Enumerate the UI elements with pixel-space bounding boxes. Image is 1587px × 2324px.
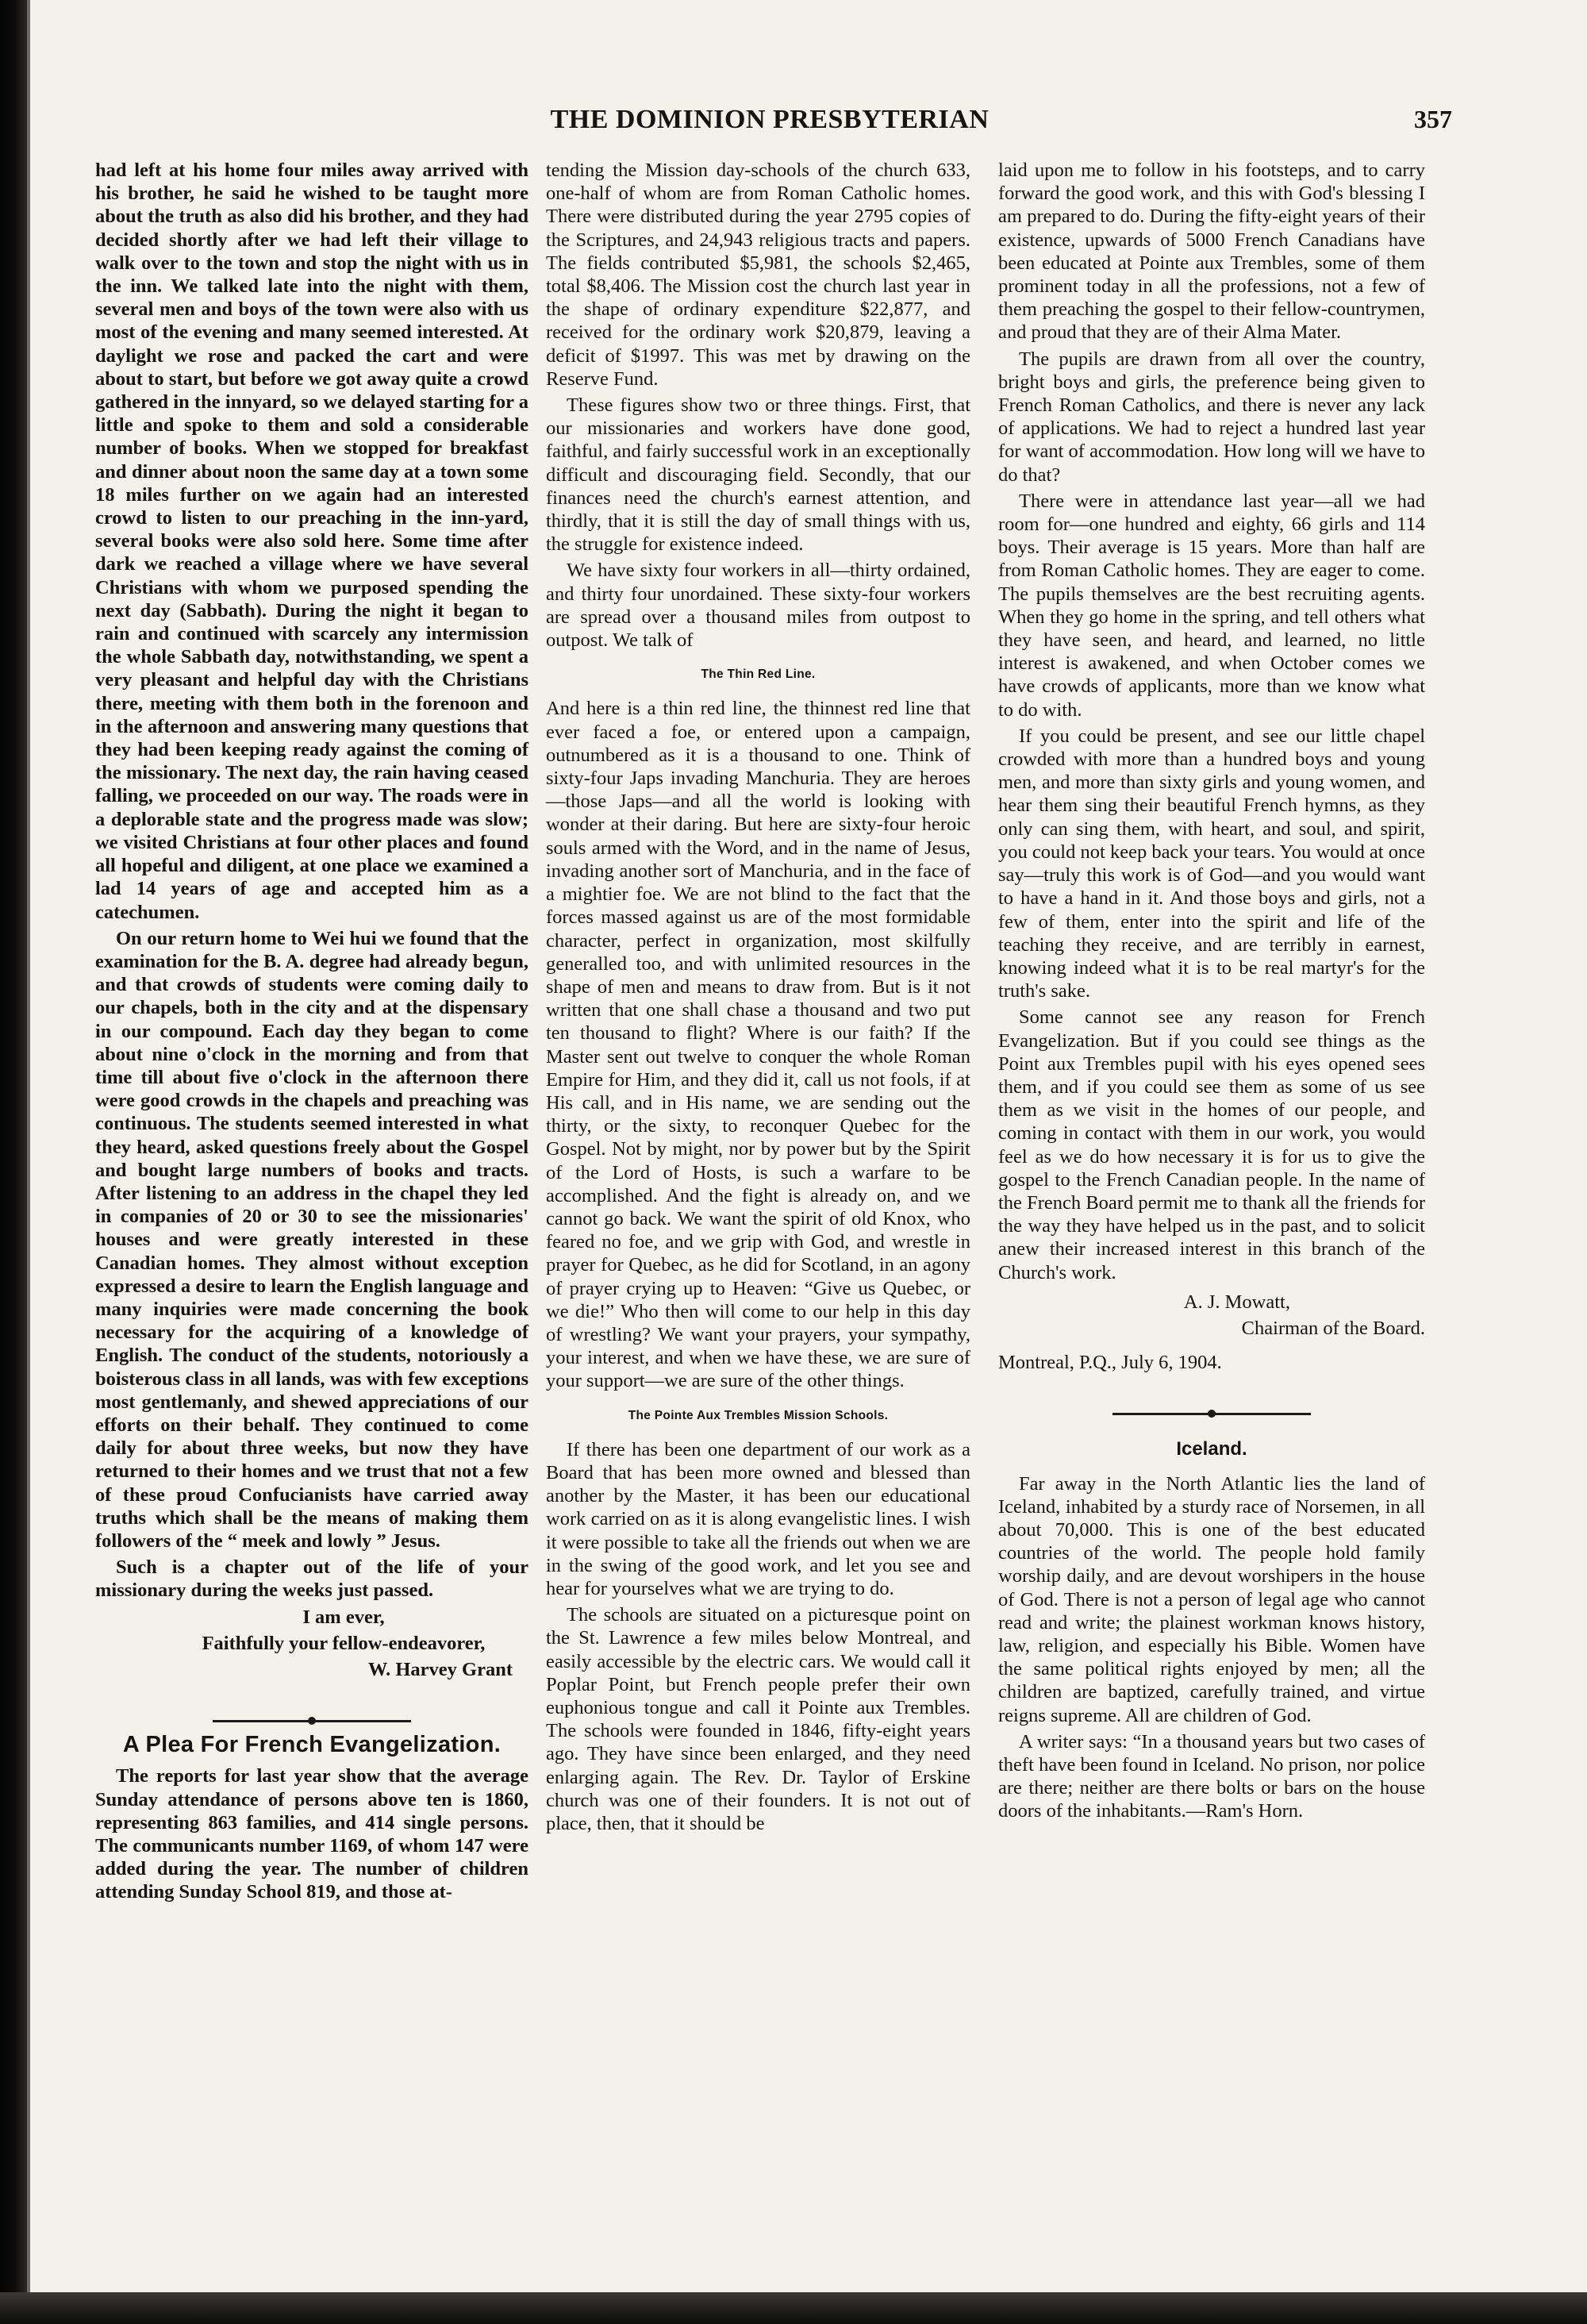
subheading-mission-schools: The Pointe Aux Trembles Mission Schools. (628, 1408, 889, 1422)
board-signature-title: Chairman of the Board. (1241, 1317, 1425, 1339)
scan-left-edge (0, 0, 27, 2324)
page-number: 357 (1414, 105, 1452, 133)
column-3 (998, 159, 1425, 1826)
page-header (87, 105, 1452, 152)
letter-closing-2: Faithfully your fellow-endeavorer, (202, 1632, 486, 1654)
col2-paragraph-1: tending the Mission day-schools of the church 633, one-half of whom are from Roman Catholic homes. There were distributed during the year 2795 copies of the Scriptures, and 24,943 religious tracts and papers. The fields contributed $5,981, the schools $2,465, total $8,406. The Mission cost the church last year in the shape of ordinary expenditure $22,877, and received for the ordinary work $20,879, leaving a deficit of $1997. This was met by drawing on the Reserve Fund. (546, 160, 970, 390)
col3-paragraph-6: Far away in the North Atlantic lies the land of Iceland, inhabited by a sturdy race of Norsemen, in all about 70,000. This is one of the best educated countries of the world. The people hold family worship daily, and are devout worshipers in the house of God. There is not a person of legal age who cannot read and write; the plainest workman knows history, law, religion, and especially his Bible. Women have the same political rights enjoyed by men; all the children are baptized, carefully trained, and virtue reigns supreme. All are children of God. (998, 1472, 1425, 1726)
col2-paragraph-6: The schools are situated on a picturesque point on the St. Lawrence a few miles below Montreal, and easily accessible by the electric cars. We would call it Poplar Point, but French people prefer their own euphonious tongue and call it Pointe aux Trembles. The schools were founded in 1846, fifty-eight years ago. They have since been enlarged, and they need enlarging again. The Rev. Dr. Taylor of Erskine church was one of their founders. It is not out of place, then, that it should be (546, 1604, 970, 1835)
publication-title: THE DOMINION PRESBYTERIAN (550, 105, 989, 134)
section-separator-2 (998, 1409, 1425, 1417)
scan-bottom-edge (0, 2292, 1587, 2324)
col1-paragraph-2: On our return home to Wei hui we found that the examination for the B. A. degree had already begun, and that crowds of students were coming daily to our chapels, both in the city and at the dispensary in our compound. Each day they began to come about nine o'clock in the morning and from that time till about five o'clock in the afternoon there were good crowds in the chapels and preaching was continuous. The students seemed interested in what they heard, asked questions freely about the Gospel and bought large numbers of books and tracts. After listening to an address in the chapel they led in companies of 20 or 30 to see the missionaries' houses and were greatly interested in these Canadian homes. They almost without exception expressed a desire to learn the English language and many inquiries were made concerning the book necessary for the acquiring of a knowledge of English. The conduct of the students, notoriously a boisterous class in all lands, was with few exceptions most gentlemanly, and shewed appreciations of our efforts on their behalf. They continued to come daily for about three weeks, but now they have returned to their homes and we trust that not a few of these proud Confucianists have carried away truths which shall be the means of making them followers of the “ meek and lowly ” Jesus. (95, 927, 528, 1552)
col2-paragraph-2: These figures show two or three things. First, that our missionaries and workers have done good, faithful, and fairly successful work in an exceptionally difficult and discouraging field. Secondly, that our finances need the church's earnest attention, and thirdly, that it is still the day of small things with us, the struggle for existence indeed. (546, 394, 970, 556)
letter-closing-1: I am ever, (302, 1606, 385, 1628)
col3-paragraph-3: There were in attendance last year—all we had room for—one hundred and eighty, 66 girls and 114 boys. Their average is 15 years. More than half are from Roman Catholic homes. They are eager to come. The pupils themselves are the best recruiting agents. When they go home in the spring, and tell others what they have seen, and heard, and learned, no little interest is awakened, and when October comes we have crowds of applicants, more than we know what to do with. (998, 490, 1425, 721)
column-1 (95, 159, 528, 1907)
col2-paragraph-4: And here is a thin red line, the thinnest red line that ever faced a foe, or entered upon a campaign, outnumbered as it is a thousand to one. Think of sixty-four Japs invading Manchuria. They are heroes—those Japs—and all the world is looking with wonder at their daring. But here are sixty-four heroic souls armed with the Word, and in the name of Jesus, invading another sort of Manchuria, and in the face of a mightier foe. We are not blind to the fact that the forces massed against us are of the most formidable character, perfect in organization, most skilfully generalled too, and with unlimited resources in the shape of men and means to draw from. But is it not written that one shall chase a thousand and two put ten thousand to flight? Where is our faith? If the Master sent out twelve to conquer the whole Roman Empire for Him, and they did it, call us not fools, if at His call, and in His name, we are sending out the thirty, or the sixty, to reconquer Quebec for the Gospel. Not by might, nor by power but by the Spirit of the Lord of Hosts, is such a warfare to be accomplished. And the fight is already on, and we cannot go back. We want the spirit of old Knox, who feared no foe, and we grip with God, and wrestle in prayer for Quebec, as he did for Scotland, in an agony of prayer crying up to Heaven: “Give us Quebec, or we die!” Who then will come to our help in this day of wrestling? We want your prayers, your sympathy, your interest, and when we have these, we are sure of your support—we are sure of the other things. (546, 698, 970, 1392)
article-heading-french-evangelization: A Plea For French Evangelization. (122, 1732, 501, 1758)
col3-paragraph-5: Some cannot see any reason for French Evangelization. But if you could see things as the Point aux Trembles pupil with his eyes opened sees them, and if you could see them as some of us see them as we visit in the homes of our people, and coming in contact with them in our work, you would feel as we do how necessary it is for us to give the gospel to the French Canadian people. In the name of the French Board permit me to thank all the friends for the way they have helped us in the past, and to solicit anew their increased interest in this branch of the Church's work. (998, 1006, 1425, 1283)
col2-paragraph-3: We have sixty four workers in all—thirty ordained, and thirty four unordained. These sixty-four workers are spread over a thousand miles from outpost to outpost. We talk of (546, 560, 970, 652)
dateline: Montreal, P.Q., July 6, 1904. (998, 1352, 1222, 1374)
page-edge-line (27, 0, 30, 2292)
col3-paragraph-4: If you could be present, and see our little chapel crowded with more than a hundred boys and young men, and more than sixty girls and young women, and hear them sing their beautiful French hymns, as they only can sing them, with heart, and soul, and spirit, you could not keep back your tears. You would at once say—truly this work is of God—and you would want to have a hand in it. And those boys and girls, not a few of them, enter into the spirit and life of the teaching they receive, and are terribly in earnest, knowing indeed what it is to be real martyr's for the truth's sake. (998, 725, 1425, 1002)
col3-paragraph-7: A writer says: “In a thousand years but two cases of theft have been found in Iceland. No prison, nor police are there; neither are there bolts or bars on the house doors of the inhabitants.—Ram's Horn. (998, 1730, 1425, 1822)
column-2 (546, 159, 970, 1838)
article-heading-iceland: Iceland. (1176, 1438, 1247, 1460)
letter-signature: W. Harvey Grant (367, 1659, 513, 1680)
col3-paragraph-2: The pupils are drawn from all over the country, bright boys and girls, the preference being given to French Roman Catholics, and there is never any lack of applications. We had to reject a hundred last year for want of accommodation. How long will we have to do that? (998, 348, 1425, 486)
col1-paragraph-1: had left at his home four miles away arrived with his brother, he said he wished to be taught more about the truth as also did his brother, and they had decided shortly after we had left their village to walk over to the town and stop the night with us in the inn. We talked late into the night with them, several men and boys of the town were also with us most of the evening and many seemed interested. At daylight we rose and packed the cart and were about to start, but before we got away quite a crowd gathered in the innyard, so we delayed starting for a little and spoke to them and sold a considerable number of books. When we stopped for breakfast and dinner about noon the same day at a town some 18 miles further on we again had an interested crowd to listen to our preaching in the inn-yard, several books were also sold here. Some time after dark we reached a village where we have several Christians with whom we purposed spending the next day (Sabbath). During the night it began to rain and continued with scarcely any intermission the whole Sabbath day, notwithstanding, we spent a very pleasant and helpful day with the Christians there, meeting with them both in the forenoon and in the afternoon and answering many questions that they had been keeping ready against the coming of the missionary. The next day, the rain having ceased falling, we proceeded on our way. The roads were in a deplorable state and the progress made was slow; we visited Christians at four other places and found all hopeful and diligent, at one place we examined a lad 14 years of age and accepted him as a catechumen. (95, 160, 528, 923)
col3-paragraph-1: laid upon me to follow in his footsteps, and to carry forward the good work, and this with God's blessing I am prepared to do. During the fifty-eight years of their existence, upwards of 5000 French Canadians have been educated at Pointe aux Trembles, some of them prominent today in all the professions, not a few of them preaching the gospel to their fellow-countrymen, and proud that they are of their Alma Mater. (998, 160, 1425, 344)
board-signature-name: A. J. Mowatt, (1183, 1291, 1290, 1313)
section-separator (95, 1716, 528, 1724)
col1-paragraph-3: Such is a chapter out of the life of your missionary during the weeks just passed. (95, 1556, 528, 1602)
col1-paragraph-4: The reports for last year show that the average Sunday attendance of persons above ten is 1860, representing 863 families, and 414 single persons. The communicants number 1169, of whom 147 were added during the year. The number of children attending Sunday School 819, and those at- (95, 1765, 528, 1903)
subheading-thin-red-line: The Thin Red Line. (701, 668, 816, 682)
col2-paragraph-5: If there has been one department of our work as a Board that has been more owned and blessed than another by the Master, it has been our educational work carried on as it is along evangelistic lines. I wish it were possible to take all the friends out when we are in the swing of the good work, and let you see and hear for yourselves what we are trying to do. (546, 1438, 970, 1599)
